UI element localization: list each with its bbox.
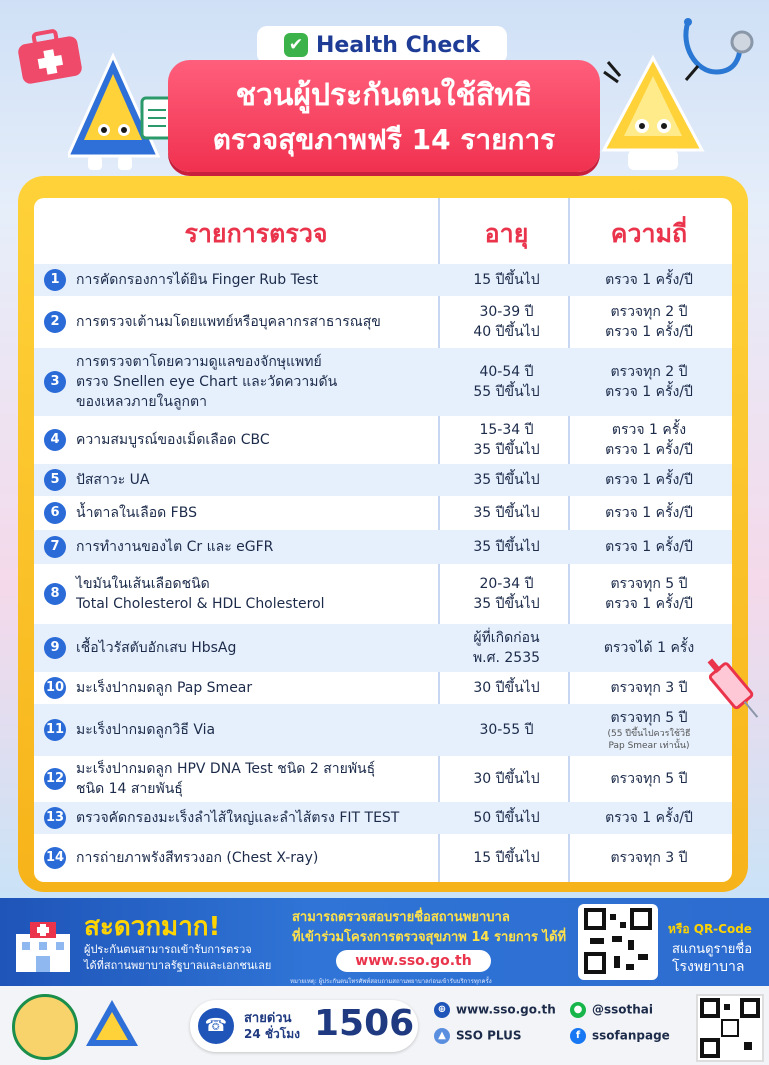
row-number-badge: 14 [44, 847, 66, 869]
col-header-age: อายุ [484, 219, 529, 248]
table-row [34, 530, 732, 564]
row-number-badge: 4 [44, 429, 66, 451]
row-number-badge: 10 [44, 677, 66, 699]
convenient-text: ผู้ประกันตนสามารถเข้ารับการตรวจ ได้ที่สถานพยาบาลรัฐบาลและเอกชนเลย [84, 943, 272, 972]
footer-line[interactable] [570, 1002, 653, 1018]
table-row [34, 624, 732, 672]
row-number-badge: 11 [44, 719, 66, 741]
line-icon: ● [570, 1002, 586, 1018]
row-frequency-text: ตรวจ 1 ครั้ง/ปี [605, 472, 693, 488]
row-number-badge: 13 [44, 807, 66, 829]
hotline-hours: 24 ชั่วโมง [244, 1027, 300, 1041]
row-frequency [574, 302, 724, 342]
footer-facebook-label: ssofanpage [592, 1028, 670, 1043]
row-frequency-text: ตรวจทุก 5 ปี [610, 710, 688, 726]
mascot-left-icon [68, 52, 178, 176]
row-item: น้ำตาลในเลือด FBS [76, 505, 197, 521]
row-item: ความสมบูรณ์ของเม็ดเลือด CBC [76, 432, 270, 448]
globe-icon: ⊕ [434, 1002, 450, 1018]
row-frequency [574, 270, 724, 290]
footer-line-label: @ssothai [592, 1002, 654, 1017]
footer-app-label: SSO PLUS [456, 1028, 522, 1043]
row-frequency-text: ตรวจทุก 5 ปี [610, 771, 688, 787]
syringe-icon [700, 650, 766, 726]
qr-label: หรือ QR-Code [668, 922, 752, 936]
convenient-title: สะดวกมาก! [84, 912, 221, 942]
row-frequency [574, 470, 724, 490]
row-item: ปัสสาวะ UA [76, 472, 150, 488]
row-frequency [574, 420, 724, 460]
row-age: 30-39 ปี 40 ปีขึ้นไป [473, 304, 540, 340]
phone-icon: ☎ [198, 1008, 234, 1044]
row-age: 15 ปีขึ้นไป [473, 272, 540, 288]
footer-facebook[interactable] [570, 1028, 670, 1044]
footer [0, 986, 769, 1065]
row-age: 35 ปีขึ้นไป [473, 472, 540, 488]
row-frequency-text: ตรวจทุก 2 ปี ตรวจ 1 ครั้ง/ปี [605, 364, 693, 400]
hotline-pill[interactable] [190, 1000, 418, 1052]
row-item: ตรวจคัดกรองมะเร็งลำไส้ใหญ่และลำไส้ตรง FIT TEST [76, 810, 400, 826]
row-number-badge: 12 [44, 768, 66, 790]
footer-website[interactable] [434, 1002, 556, 1018]
row-frequency-text: ตรวจได้ 1 ครั้ง [603, 640, 695, 656]
row-item: การคัดกรองการได้ยิน Finger Rub Test [76, 272, 319, 288]
qr-label-hospital: โรงพยาบาล [672, 959, 745, 975]
row-item: การทำงานของไต Cr และ eGFR [76, 539, 274, 555]
row-frequency-text: ตรวจ 1 ครั้ง/ปี [605, 272, 693, 288]
table-row [34, 834, 732, 882]
row-frequency-text: ตรวจทุก 5 ปี ตรวจ 1 ครั้ง/ปี [605, 576, 693, 612]
row-age: 50 ปีขึ้นไป [473, 810, 540, 826]
row-frequency [574, 808, 724, 828]
table-row [34, 564, 732, 624]
row-item: มะเร็งปากมดลูกวิธี Via [76, 722, 216, 738]
row-frequency [574, 848, 724, 868]
row-frequency-text: ตรวจทุก 3 ปี [610, 850, 688, 866]
row-number-badge: 3 [44, 371, 66, 393]
facebook-icon: f [570, 1028, 586, 1044]
row-frequency-text: ตรวจทุก 2 ปี ตรวจ 1 ครั้ง/ปี [605, 304, 693, 340]
row-age: 30 ปีขึ้นไป [473, 771, 540, 787]
app-icon: ▲ [434, 1028, 450, 1044]
row-frequency-text: ตรวจ 1 ครั้ง/ปี [605, 539, 693, 555]
info-banner [0, 898, 769, 986]
table-row [34, 296, 732, 348]
row-age: 35 ปีขึ้นไป [473, 505, 540, 521]
row-frequency [574, 537, 724, 557]
table-row [34, 264, 732, 296]
footer-website-label: www.sso.go.th [456, 1002, 556, 1017]
row-number-badge: 1 [44, 269, 66, 291]
row-frequency-text: ตรวจ 1 ครั้ง/ปี [605, 505, 693, 521]
row-age: 30 ปีขึ้นไป [473, 680, 540, 696]
table-row [34, 464, 732, 496]
row-frequency [574, 769, 724, 789]
row-frequency-text: ตรวจ 1 ครั้ง ตรวจ 1 ครั้ง/ปี [605, 422, 693, 458]
row-frequency-text: ตรวจทุก 3 ปี [610, 680, 688, 696]
hotline-number: 1506 [314, 1003, 415, 1044]
col-header-item: รายการตรวจ [184, 219, 328, 248]
page-title: ชวนผู้ประกันตนใช้สิทธิ [235, 78, 533, 113]
line-qr-code-icon[interactable] [696, 994, 764, 1062]
row-age: 35 ปีขึ้นไป [473, 539, 540, 555]
row-number-badge: 2 [44, 311, 66, 333]
footer-app[interactable] [434, 1028, 522, 1044]
row-age: 40-54 ปี 55 ปีขึ้นไป [473, 364, 540, 400]
row-item: การถ่ายภาพรังสีทรวงอก (Chest X-ray) [76, 850, 319, 866]
row-age: 15 ปีขึ้นไป [473, 850, 540, 866]
hospital-qr-code-icon[interactable] [578, 904, 658, 980]
row-item: เชื้อไวรัสตับอักเสบ HbsAg [76, 640, 237, 656]
col-header-frequency: ความถี่ [610, 219, 688, 248]
page-subtitle: ตรวจสุขภาพฟรี 14 รายการ [212, 123, 556, 156]
table-row [34, 496, 732, 530]
health-check-label: Health Check [316, 32, 480, 58]
table-row [34, 416, 732, 464]
table-row [34, 348, 732, 416]
check-list-line2: ที่เข้าร่วมโครงการตรวจสุขภาพ 14 รายการ ได้ที่ [292, 930, 567, 945]
sso-logo-icon [82, 996, 142, 1054]
row-number-badge: 9 [44, 637, 66, 659]
table-row [34, 704, 732, 756]
check-list-line1: สามารถตรวจสอบรายชื่อสถานพยาบาล [292, 910, 510, 925]
row-age: 20-34 ปี 35 ปีขึ้นไป [473, 576, 540, 612]
row-age: 30-55 ปี [479, 722, 534, 738]
row-item: การตรวจเต้านมโดยแพทย์หรือบุคลากรสาธารณสุข [76, 314, 381, 330]
row-number-badge: 8 [44, 583, 66, 605]
row-item: มะเร็งปากมดลูก Pap Smear [76, 680, 253, 696]
row-number-badge: 5 [44, 469, 66, 491]
row-item: การตรวจตาโดยความดูแลของจักษุแพทย์ ตรวจ Snellen eye Chart และวัดความดัน ของเหลวภายในลูกตา [76, 354, 338, 410]
website-link[interactable]: www.sso.go.th [336, 950, 491, 972]
row-age: 15-34 ปี 35 ปีขึ้นไป [473, 422, 540, 458]
title-banner [168, 60, 600, 172]
ministry-seal-icon [12, 994, 78, 1060]
remark-text: หมายเหตุ: ผู้ประกันตนโทรศัพท์สอบถามสถานพยาบาลก่อนเข้ารับบริการทุกครั้ง [290, 978, 492, 985]
row-frequency-note: (55 ปีขึ้นไปควรใช้วิธี Pap Smear เท่านั้น) [607, 729, 691, 751]
row-item: มะเร็งปากมดลูก HPV DNA Test ชนิด 2 สายพันธุ์ ชนิด 14 สายพันธุ์ [76, 761, 376, 797]
table-row [34, 672, 732, 704]
table-row [34, 756, 732, 802]
check-icon: ✔ [284, 33, 308, 57]
hospital-icon [12, 916, 74, 974]
mascot-right-icon [598, 52, 708, 176]
checkup-table [34, 198, 732, 882]
row-frequency [574, 574, 724, 614]
row-item: ไขมันในเส้นเลือดชนิด Total Cholesterol & HDL Cholesterol [76, 576, 325, 612]
qr-label-scan: สแกนดูรายชื่อ [672, 942, 753, 957]
row-frequency [574, 362, 724, 402]
row-frequency [574, 503, 724, 523]
row-number-badge: 7 [44, 536, 66, 558]
row-age: ผู้ที่เกิดก่อน พ.ศ. 2535 [472, 630, 541, 666]
table-row [34, 802, 732, 834]
row-frequency-text: ตรวจ 1 ครั้ง/ปี [605, 810, 693, 826]
hotline-label: สายด่วน [244, 1011, 292, 1026]
health-check-tag [257, 26, 507, 64]
row-number-badge: 6 [44, 502, 66, 524]
